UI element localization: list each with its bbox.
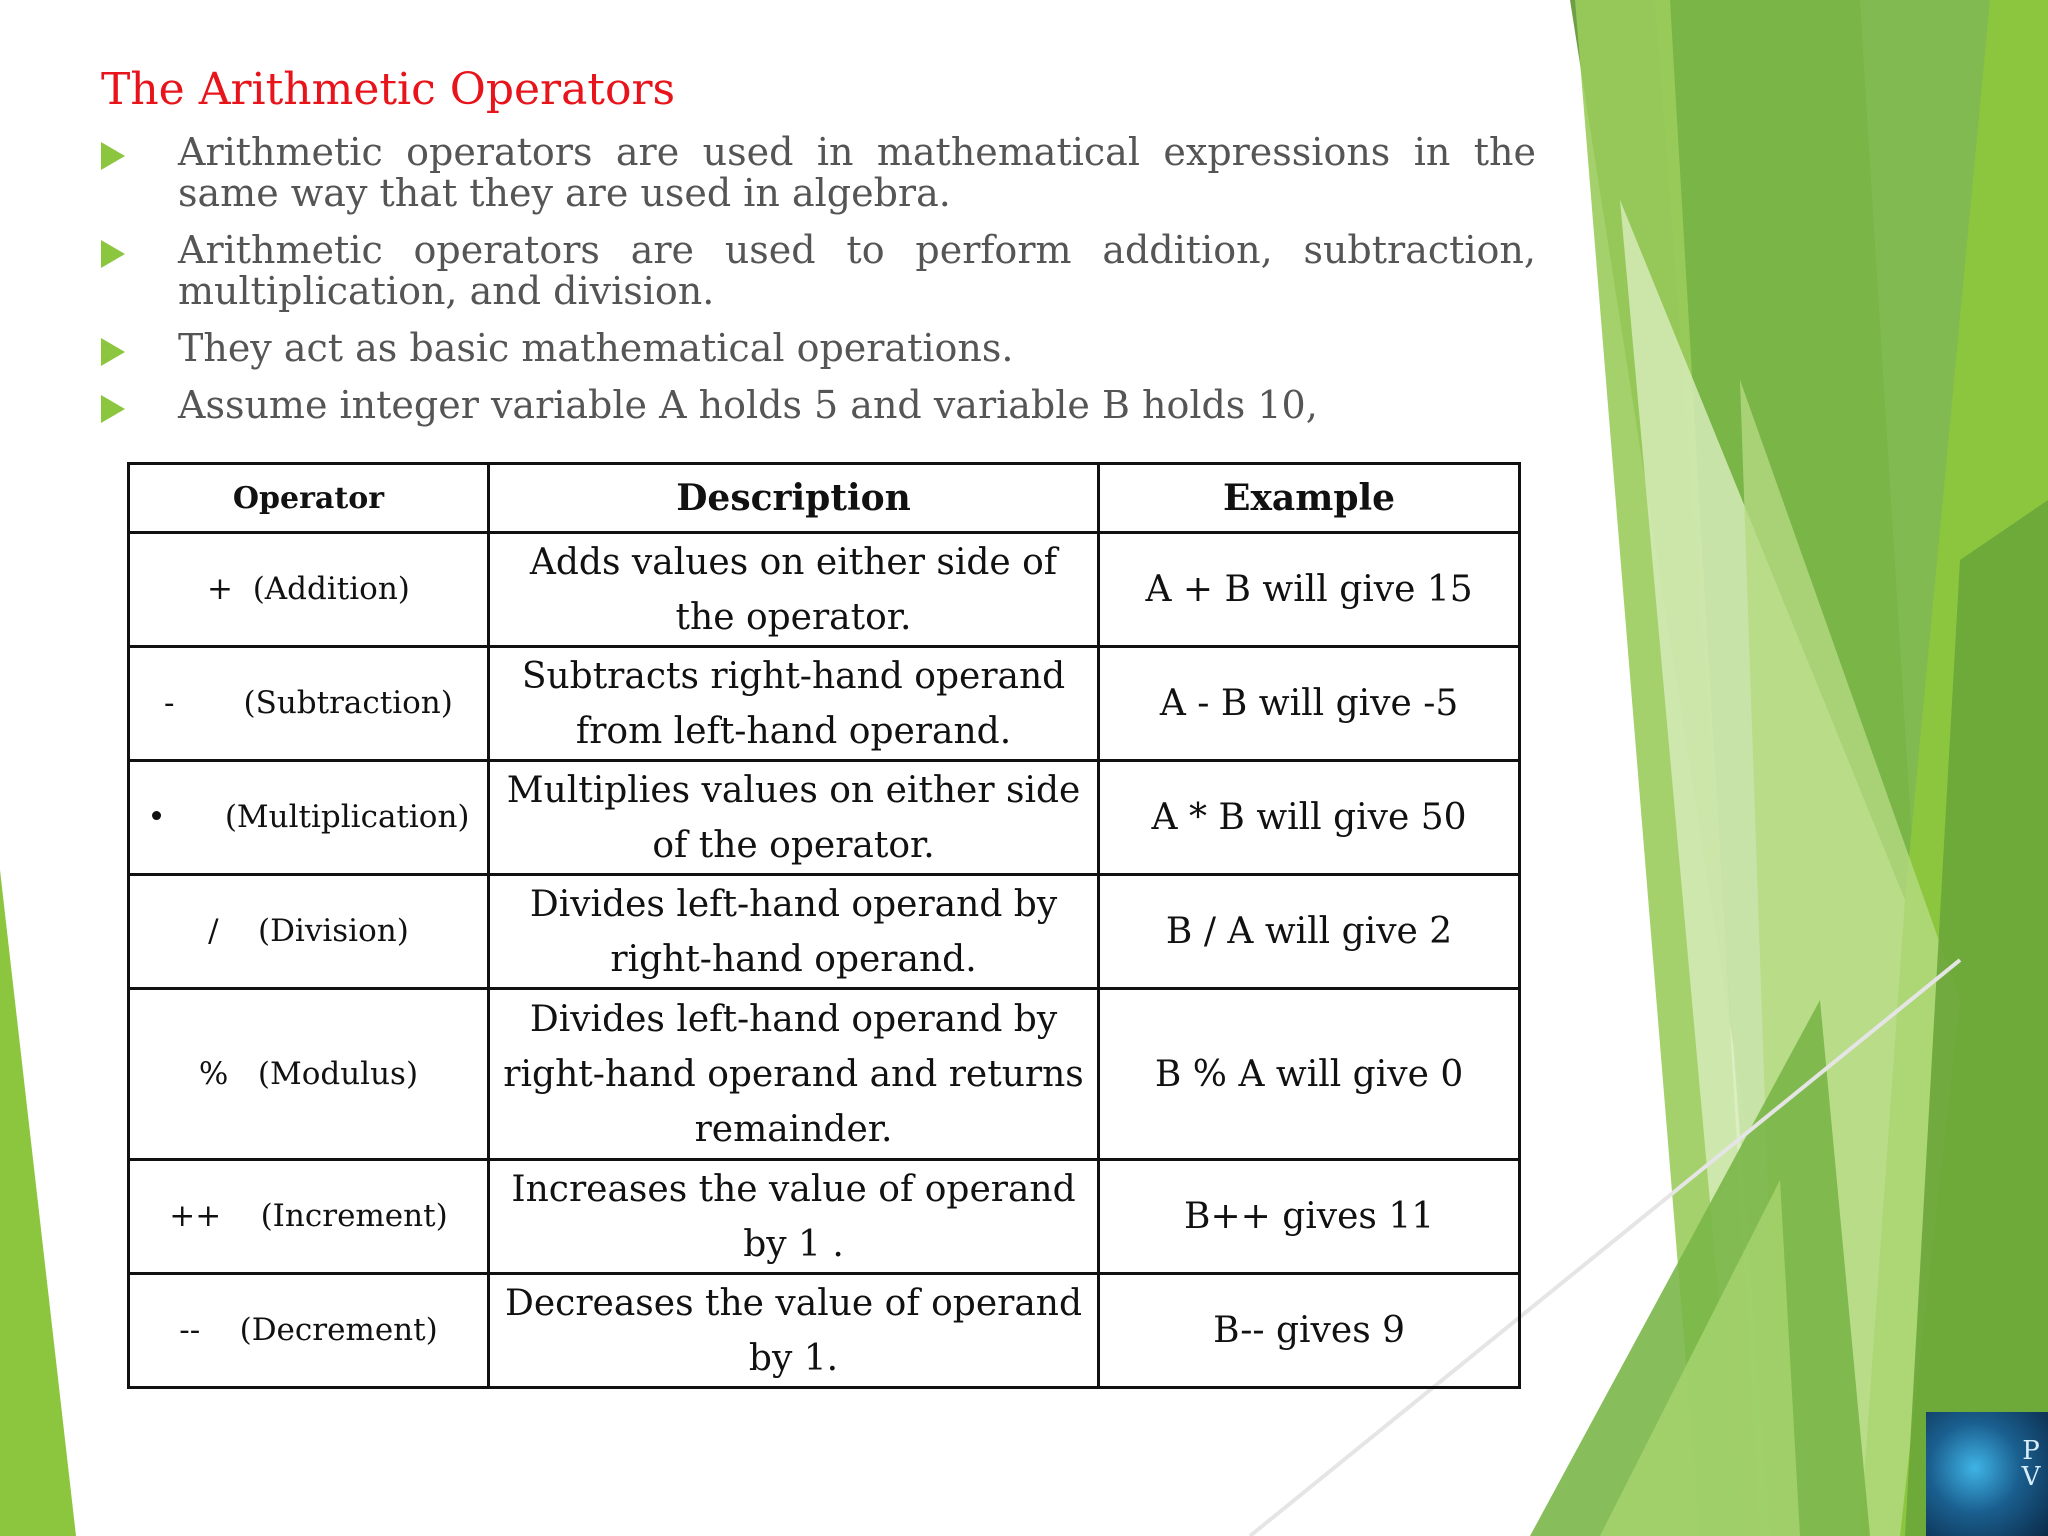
bullet-item xyxy=(101,132,1536,214)
triangle-bullet-icon xyxy=(101,142,125,170)
triangle-bullet-icon xyxy=(101,338,125,366)
bullet-text: They act as basic mathematical operations. xyxy=(178,326,1014,370)
slide-title: The Arithmetic Operators xyxy=(101,64,676,115)
bullet-text: Arithmetic operators are used to perform addition, subtraction, multiplication, and division. xyxy=(178,228,1536,313)
operator-cell: - (Subtraction) xyxy=(129,647,489,761)
table-row xyxy=(129,875,1520,989)
description-cell: Increases the value of operand by 1 . xyxy=(488,1160,1098,1274)
example-cell: B-- gives 9 xyxy=(1099,1274,1520,1388)
bullet-item xyxy=(101,328,1536,369)
operator-cell: / (Division) xyxy=(129,875,489,989)
bullet-list xyxy=(101,132,1536,442)
example-cell: B % A will give 0 xyxy=(1099,989,1520,1160)
left-green-shape xyxy=(0,870,76,1536)
bullet-item xyxy=(101,230,1536,312)
description-cell: Subtracts right-hand operand from left-hand operand. xyxy=(488,647,1098,761)
table-header-row xyxy=(129,464,1520,533)
operator-cell: % (Modulus) xyxy=(129,989,489,1160)
description-cell: Adds values on either side of the operator. xyxy=(488,533,1098,647)
bullet-item xyxy=(101,385,1536,426)
header-example: Example xyxy=(1099,464,1520,533)
operator-cell: ++ (Increment) xyxy=(129,1160,489,1274)
triangle-bullet-icon xyxy=(101,240,125,268)
table-row xyxy=(129,989,1520,1160)
header-description: Description xyxy=(488,464,1098,533)
operator-cell: • (Multiplication) xyxy=(129,761,489,875)
table-row xyxy=(129,1160,1520,1274)
example-cell: A - B will give -5 xyxy=(1099,647,1520,761)
table-row xyxy=(129,761,1520,875)
header-operator: Operator xyxy=(129,464,489,533)
operator-cell: -- (Decrement) xyxy=(129,1274,489,1388)
bullet-text: Arithmetic operators are used in mathematical expressions in the same way that they are used in algebra. xyxy=(178,130,1536,215)
table-row xyxy=(129,647,1520,761)
table-row xyxy=(129,533,1520,647)
operators-table xyxy=(127,462,1521,1389)
logo-text: PV xyxy=(2021,1436,2041,1492)
example-cell: A * B will give 50 xyxy=(1099,761,1520,875)
triangle-bullet-icon xyxy=(101,395,125,423)
description-cell: Decreases the value of operand by 1. xyxy=(488,1274,1098,1388)
logo-image xyxy=(1926,1412,2048,1536)
description-cell: Divides left-hand operand by right-hand operand. xyxy=(488,875,1098,989)
example-cell: B++ gives 11 xyxy=(1099,1160,1520,1274)
operator-cell: + (Addition) xyxy=(129,533,489,647)
bullet-text: Assume integer variable A holds 5 and variable B holds 10, xyxy=(178,383,1318,427)
example-cell: B / A will give 2 xyxy=(1099,875,1520,989)
example-cell: A + B will give 15 xyxy=(1099,533,1520,647)
table-row xyxy=(129,1274,1520,1388)
description-cell: Multiplies values on either side of the operator. xyxy=(488,761,1098,875)
description-cell: Divides left-hand operand by right-hand operand and returns remainder. xyxy=(488,989,1098,1160)
